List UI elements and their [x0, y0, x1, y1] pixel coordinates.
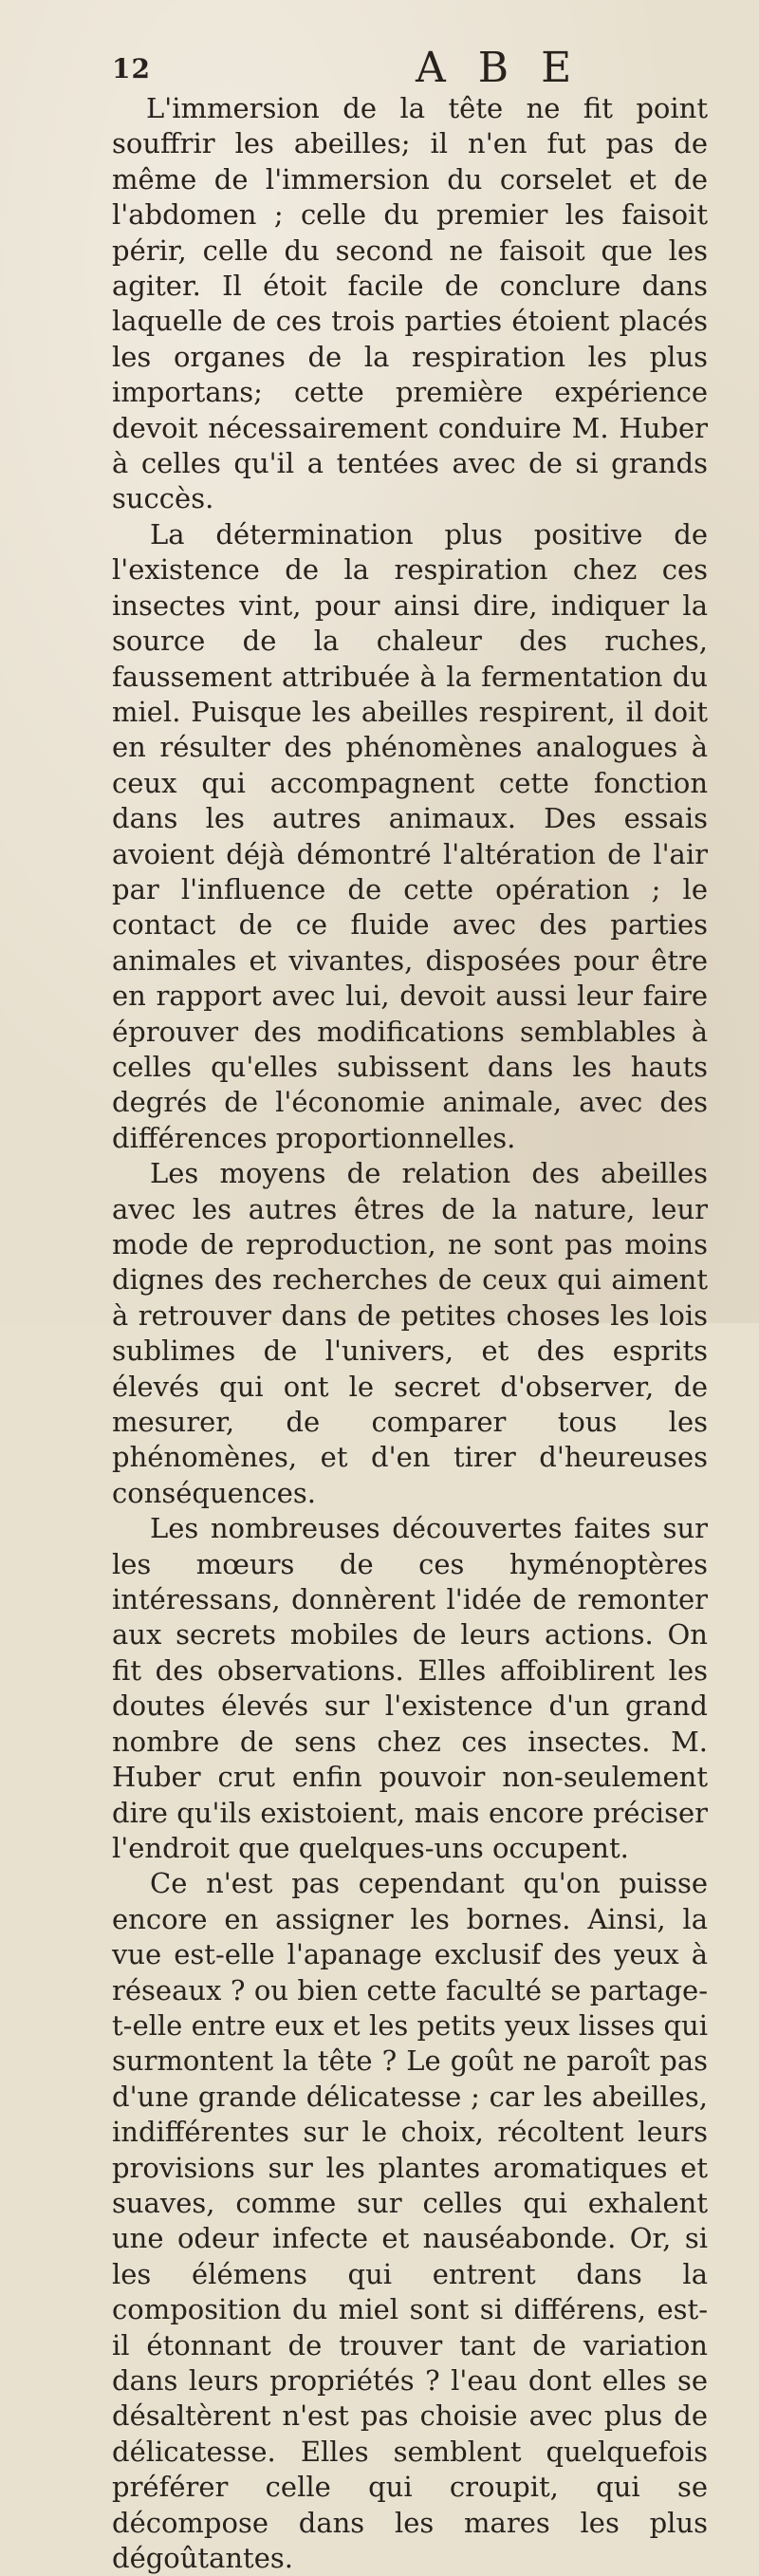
- paragraph-sight-taste: Ce n'est pas cependant qu'on puisse encore en assigner les bornes. Ainsi, la vue est-elle l'apanage exclusif des yeux à réseaux ? ou bien cette faculté se partage-t-elle entre eux et les petits yeux lisses qui surmontent la tête ? Le goût ne paroît pas d'une grande délicatesse ; car les abeilles, indifférentes sur le choix, récoltent leurs provisions sur les plantes aromatiques et suaves, comme sur celles qui exhalent une odeur infecte et nauséabonde. Or, si les élémens qui entrent dans la composition du miel sont si différens, est-il étonnant de trouver tant de variation dans leurs propriétés ? l'eau dont elles se désaltèrent n'est pas choisie avec plus de délicatesse. Elles semblent quelquefois préférer celle qui croupit, qui se décompose dans les mares les plus dégoûtantes.: [112, 1867, 708, 2575]
- paragraph-hive-heat: La détermination plus positive de l'existence de la respiration chez ces insectes vint, pour ainsi dire, indiquer la source de la chaleur des ruches, faussement attribuée à la fermentation du miel. Puisque les abeilles respirent, il doit en résulter des phénomènes analogues à ceux qui accompagnent cette fonction dans les autres animaux. Des essais avoient déjà démontré l'altération de l'air par l'influence de cette opération ; le contact de ce fluide avec des parties animales et vivantes, disposées pour être en rapport avec lui, devoit aussi leur faire éprouver des modifications semblables à celles qu'elles subissent dans les hauts degrés de l'économie animale, avec des différences proportionnelles.: [112, 517, 708, 1154]
- body-text: [112, 91, 708, 2576]
- page-number: 12: [112, 53, 151, 84]
- paragraph-relations-reproduction: Les moyens de relation des abeilles avec les autres êtres de la nature, leur mode de reproduction, ne sont pas moins dignes des recherches de ceux qui aiment à retrouver dans de petites choses les lois sublimes de l'univers, et des esprits élevés qui ont le secret d'observer, de mesurer, de comparer tous les phénomènes, et d'en tirer d'heureuses conséquences.: [112, 1157, 708, 1509]
- paragraph-senses: Les nombreuses découvertes faites sur les mœurs de ces hyménoptères intéressans, donnèrent l'idée de remonter aux secrets mobiles de leurs actions. On fit des observations. Elles affoiblirent les doutes élevés sur l'existence d'un grand nombre de sens chez ces insectes. M. Huber crut enfin pouvoir non-seulement dire qu'ils existoient, mais encore préciser l'endroit que quelques-uns occupent.: [112, 1512, 708, 1864]
- page-header: [112, 44, 681, 91]
- running-head: A B E: [416, 44, 582, 92]
- paragraph-respiration-experiment: L'immersion de la tête ne fit point souffrir les abeilles; il n'en fut pas de même de l'immersion du corselet et de l'abdomen ; celle du premier les faisoit périr, celle du second ne faisoit que les agiter. Il étoit facile de conclure dans laquelle de ces trois parties étoient placés les organes de la respiration les plus importans; cette première expérience devoit nécessairement conduire M. Huber à celles qu'il a tentées avec de si grands succès.: [112, 92, 708, 515]
